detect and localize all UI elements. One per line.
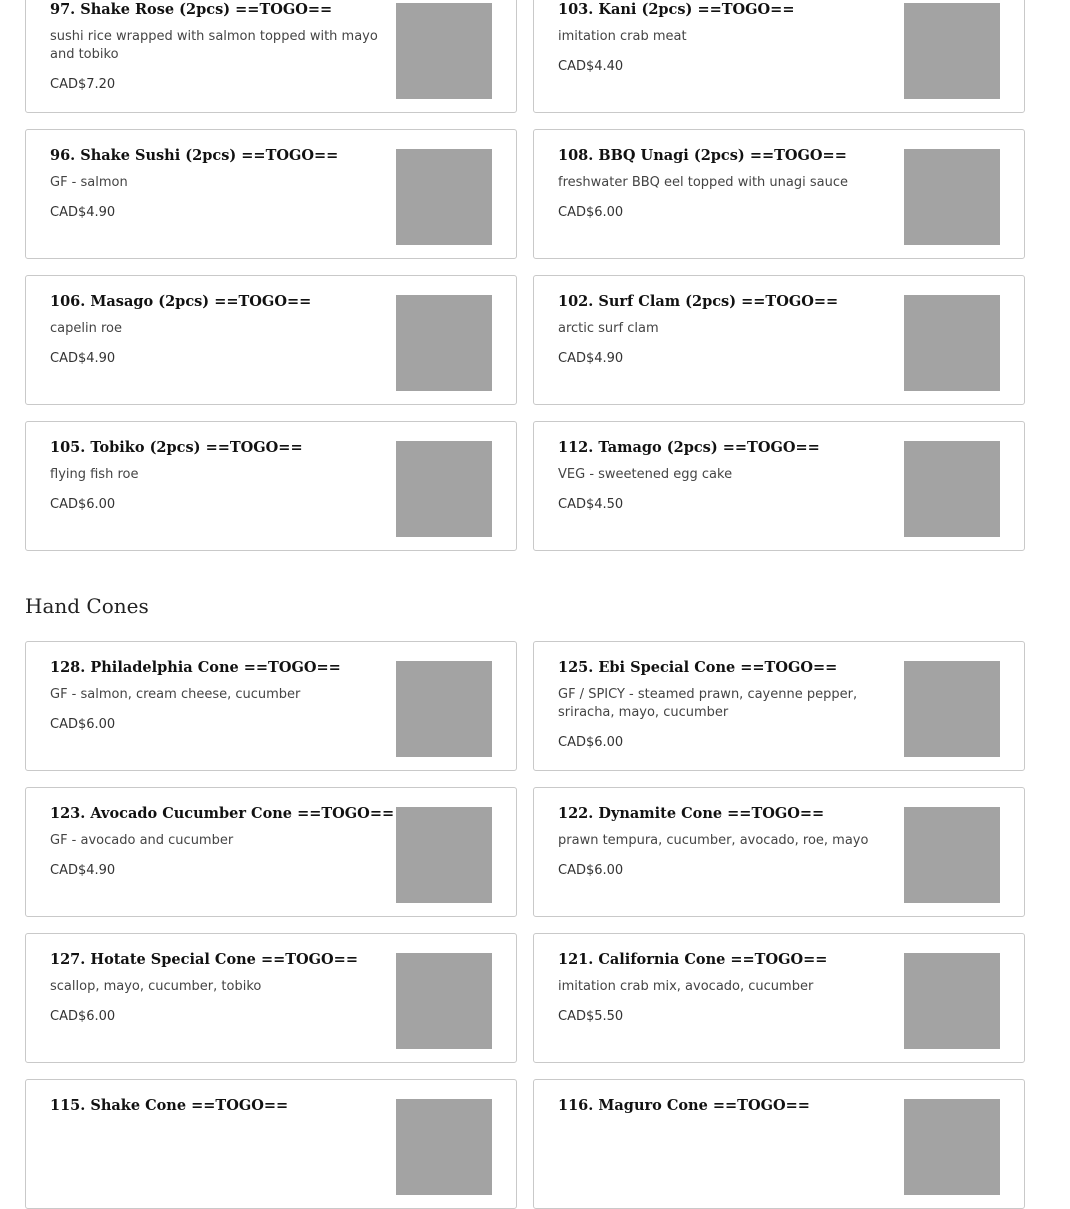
menu-item-price: CAD$7.20 bbox=[50, 77, 116, 92]
menu-item-price: CAD$6.00 bbox=[558, 735, 624, 750]
menu-item-card[interactable] bbox=[533, 275, 1025, 405]
menu-item-image bbox=[396, 149, 492, 245]
menu-item-card[interactable] bbox=[25, 421, 517, 551]
menu-item-price: CAD$6.00 bbox=[558, 205, 624, 220]
menu-item-price: CAD$4.90 bbox=[50, 863, 116, 878]
menu-item-title: 108. BBQ Unagi (2pcs) ==TOGO== bbox=[558, 147, 847, 164]
menu-item-card[interactable] bbox=[25, 933, 517, 1063]
menu-item-title: 122. Dynamite Cone ==TOGO== bbox=[558, 805, 825, 822]
menu-item-description: GF / SPICY - steamed prawn, cayenne pepper, sriracha, mayo, cucumber bbox=[558, 687, 858, 720]
menu-item-title: 128. Philadelphia Cone ==TOGO== bbox=[50, 659, 341, 676]
menu-item-price: CAD$4.50 bbox=[558, 497, 624, 512]
menu-section-nigiri bbox=[25, 0, 1025, 551]
menu-item-card[interactable] bbox=[533, 421, 1025, 551]
menu-item-card[interactable] bbox=[533, 129, 1025, 259]
menu-item-image bbox=[904, 295, 1000, 391]
menu-item-image bbox=[904, 661, 1000, 757]
menu-item-card[interactable] bbox=[533, 787, 1025, 917]
menu-item-image bbox=[396, 295, 492, 391]
menu-item-title: 123. Avocado Cucumber Cone ==TOGO== bbox=[50, 805, 395, 822]
menu-item-price: CAD$4.40 bbox=[558, 59, 624, 74]
menu-item-title: 106. Masago (2pcs) ==TOGO== bbox=[50, 293, 312, 310]
menu-item-card[interactable] bbox=[533, 933, 1025, 1063]
menu-item-description: GF - salmon bbox=[50, 175, 128, 190]
menu-item-image bbox=[396, 3, 492, 99]
menu-item-image bbox=[396, 661, 492, 757]
menu-item-price: CAD$6.00 bbox=[50, 1009, 116, 1024]
menu-item-price: CAD$6.00 bbox=[50, 717, 116, 732]
menu-item-description: GF - avocado and cucumber bbox=[50, 833, 234, 848]
menu-item-price: CAD$4.90 bbox=[50, 351, 116, 366]
menu-item-title: 125. Ebi Special Cone ==TOGO== bbox=[558, 659, 838, 676]
menu-item-card[interactable] bbox=[533, 1079, 1025, 1209]
menu-item-title: 102. Surf Clam (2pcs) ==TOGO== bbox=[558, 293, 839, 310]
menu-item-description: freshwater BBQ eel topped with unagi sauce bbox=[558, 175, 848, 190]
menu-item-card[interactable] bbox=[25, 275, 517, 405]
menu-item-description: imitation crab mix, avocado, cucumber bbox=[558, 979, 814, 994]
menu-item-description: arctic surf clam bbox=[558, 321, 659, 336]
menu-item-card[interactable] bbox=[25, 0, 517, 113]
menu-item-image bbox=[904, 3, 1000, 99]
menu-item-title: 103. Kani (2pcs) ==TOGO== bbox=[558, 1, 795, 18]
menu-item-title: 105. Tobiko (2pcs) ==TOGO== bbox=[50, 439, 303, 456]
menu-item-price: CAD$6.00 bbox=[558, 863, 624, 878]
menu-item-image bbox=[396, 1099, 492, 1195]
menu-item-title: 96. Shake Sushi (2pcs) ==TOGO== bbox=[50, 147, 339, 164]
menu-item-description: VEG - sweetened egg cake bbox=[558, 467, 733, 482]
menu-item-description: capelin roe bbox=[50, 321, 122, 336]
menu-item-image bbox=[396, 807, 492, 903]
menu-item-price: CAD$6.00 bbox=[50, 497, 116, 512]
menu-item-image bbox=[396, 953, 492, 1049]
menu-item-image bbox=[904, 953, 1000, 1049]
menu-item-image bbox=[904, 441, 1000, 537]
section-heading: Hand Cones bbox=[25, 594, 149, 618]
menu-item-image bbox=[396, 441, 492, 537]
menu-item-description: flying fish roe bbox=[50, 467, 139, 482]
menu-item-title: 127. Hotate Special Cone ==TOGO== bbox=[50, 951, 358, 968]
menu-item-image bbox=[904, 149, 1000, 245]
menu-item-description: sushi rice wrapped with salmon topped with mayo and tobiko bbox=[50, 29, 378, 62]
menu-item-card[interactable] bbox=[25, 641, 517, 771]
menu-item-price: CAD$4.90 bbox=[50, 205, 116, 220]
menu-item-card[interactable] bbox=[533, 0, 1025, 113]
menu-item-title: 97. Shake Rose (2pcs) ==TOGO== bbox=[50, 1, 333, 18]
menu-section-hand-cones bbox=[25, 571, 1025, 1209]
menu-item-title: 116. Maguro Cone ==TOGO== bbox=[558, 1097, 810, 1114]
menu-item-description: imitation crab meat bbox=[558, 29, 687, 44]
menu-item-card[interactable] bbox=[25, 129, 517, 259]
menu-item-title: 121. California Cone ==TOGO== bbox=[558, 951, 828, 968]
menu-item-description: GF - salmon, cream cheese, cucumber bbox=[50, 687, 301, 702]
menu-item-title: 115. Shake Cone ==TOGO== bbox=[50, 1097, 289, 1114]
menu-item-grid bbox=[25, 0, 1025, 551]
menu-item-image bbox=[904, 1099, 1000, 1195]
menu-item-grid bbox=[25, 641, 1025, 1209]
menu-item-card[interactable] bbox=[533, 641, 1025, 771]
menu-item-card[interactable] bbox=[25, 1079, 517, 1209]
menu-content bbox=[25, 0, 1025, 1209]
menu-item-title: 112. Tamago (2pcs) ==TOGO== bbox=[558, 439, 820, 456]
menu-item-price: CAD$4.90 bbox=[558, 351, 624, 366]
menu-item-image bbox=[904, 807, 1000, 903]
menu-item-description: scallop, mayo, cucumber, tobiko bbox=[50, 979, 262, 994]
menu-item-description: prawn tempura, cucumber, avocado, roe, mayo bbox=[558, 833, 869, 848]
menu-item-price: CAD$5.50 bbox=[558, 1009, 624, 1024]
menu-item-card[interactable] bbox=[25, 787, 517, 917]
